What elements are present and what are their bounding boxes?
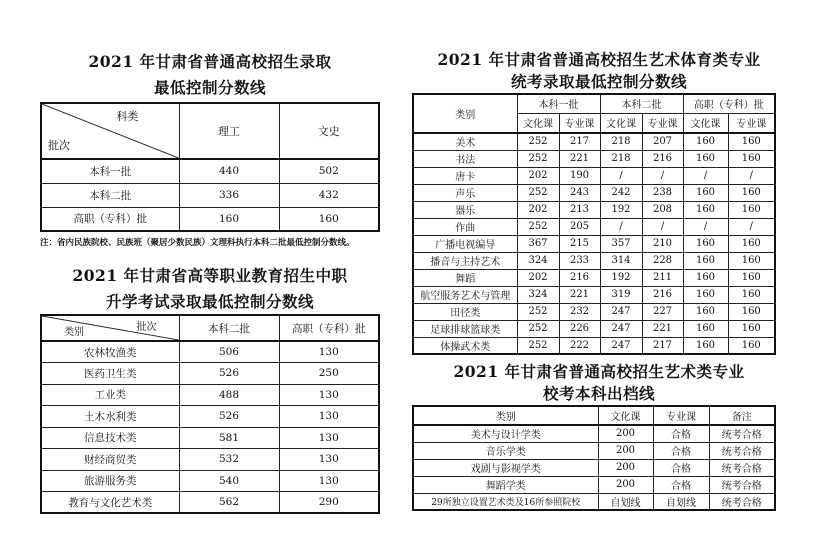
t1-cell: 336 (179, 183, 279, 207)
t2-cell: 488 (179, 384, 279, 406)
t1-corner-cell (41, 103, 179, 159)
t2-row-name: 财经商贸类 (41, 449, 179, 471)
t3-title-line2: 统考录取最低控制分数线 (510, 72, 687, 91)
t1-col-header: 文史 (279, 103, 379, 159)
t2-corner-bottom: 类别 (64, 327, 84, 338)
t3-title (412, 50, 786, 92)
t2-row-name: 教育与文化艺术类 (41, 492, 179, 514)
t2-cell: 290 (279, 492, 379, 514)
t2-title-line1: 2021 年甘肃省高等职业教育招生中职 (72, 266, 348, 285)
table-row (413, 320, 775, 337)
t3-cell: 324 (517, 286, 559, 303)
t3-row-name: 田径类 (413, 303, 517, 320)
t2-cell: 506 (179, 341, 279, 363)
t2-row-name: 信息技术类 (41, 427, 179, 449)
t3-group-header: 高职（专科）批 (683, 94, 775, 113)
t2-row-name: 工业类 (41, 384, 179, 406)
t2-table (40, 314, 380, 514)
t3-cell: 160 (683, 184, 728, 201)
t3-row-name: 器乐 (413, 201, 517, 218)
t3-cell: 160 (683, 235, 728, 252)
t3-cell: / (600, 218, 642, 235)
t2-cell: 130 (279, 449, 379, 471)
t3-subcol-header: 专业课 (642, 113, 683, 133)
t3-subcol-header: 文化课 (683, 113, 728, 133)
t3-cell: 160 (683, 303, 728, 320)
t3-body (413, 133, 775, 354)
t4-row-name: 美术与设计学类 (413, 425, 598, 442)
table-row (413, 133, 775, 150)
t2-cell: 130 (279, 470, 379, 492)
t3-cell: 160 (683, 269, 728, 286)
t3-cell: 202 (517, 269, 559, 286)
t3-row-name: 足球排球篮球类 (413, 320, 517, 337)
t1-cell: 160 (279, 207, 379, 231)
t3-cell: 215 (559, 235, 600, 252)
t3-cell: 252 (517, 337, 559, 354)
t4-cell: 统考合格 (709, 459, 775, 476)
t4-cell: 合格 (653, 459, 709, 476)
t3-group-header: 本科一批 (517, 94, 600, 113)
t3-cell: / (600, 167, 642, 184)
t3-cell: / (728, 218, 775, 235)
t4-row-name: 29所独立设置艺术类及16所参照院校 (413, 493, 598, 510)
table-row (41, 406, 379, 428)
t1-corner-top: 科类 (116, 110, 139, 123)
t3-row-name: 航空服务艺术与管理 (413, 286, 517, 303)
t1-cell: 440 (179, 159, 279, 183)
t3-group-header: 本科二批 (600, 94, 683, 113)
t4-title-line1: 2021 年甘肃省普通高校招生艺术类专业 (453, 362, 745, 381)
t3-cell: 160 (683, 337, 728, 354)
t3-cell: 211 (642, 269, 683, 286)
t3-cell: 324 (517, 252, 559, 269)
t3-cell: 217 (642, 337, 683, 354)
t3-cell: 160 (683, 201, 728, 218)
t1-cell: 160 (179, 207, 279, 231)
t3-row-name: 广播电视编导 (413, 235, 517, 252)
t3-cell: 357 (600, 235, 642, 252)
table-row (41, 363, 379, 385)
t2-cell: 540 (179, 470, 279, 492)
table-row (41, 492, 379, 514)
t3-cell: 160 (728, 184, 775, 201)
t4-cell: 200 (598, 459, 653, 476)
t4-cell: 自划线 (653, 493, 709, 510)
t3-category-header: 类别 (413, 94, 517, 133)
t3-cell: 217 (559, 133, 600, 150)
t3-cell: 221 (559, 286, 600, 303)
t2-cell: 250 (279, 363, 379, 385)
t4-cell: 统考合格 (709, 476, 775, 493)
t3-cell: 252 (517, 218, 559, 235)
t1-col-header: 理工 (179, 103, 279, 159)
table-row (413, 235, 775, 252)
t2-cell: 526 (179, 406, 279, 428)
t2-cell: 532 (179, 449, 279, 471)
t3-cell: 160 (683, 252, 728, 269)
t1-title-line2: 最低控制分数线 (153, 78, 266, 97)
t1-row-name: 本科一批 (41, 159, 179, 183)
t3-cell: 247 (600, 320, 642, 337)
t3-cell: 252 (517, 150, 559, 167)
t4-row-name: 音乐学类 (413, 442, 598, 459)
t4-cell: 合格 (653, 476, 709, 493)
table-row (413, 184, 775, 201)
table-row (41, 470, 379, 492)
t1-cell: 432 (279, 183, 379, 207)
t1-row-name: 高职（专科）批 (41, 207, 179, 231)
t2-cell: 581 (179, 427, 279, 449)
t4-cell: 合格 (653, 425, 709, 442)
t3-cell: 252 (517, 303, 559, 320)
t3-cell: 202 (517, 167, 559, 184)
t3-row-name: 作曲 (413, 218, 517, 235)
t2-col-header: 本科二批 (179, 315, 279, 341)
t3-cell: 227 (642, 303, 683, 320)
t4-row-name: 戏剧与影视学类 (413, 459, 598, 476)
t3-row-name: 美术 (413, 133, 517, 150)
t3-cell: / (642, 218, 683, 235)
t3-cell: 192 (600, 269, 642, 286)
t3-cell: 213 (559, 201, 600, 218)
table-row (413, 269, 775, 286)
t4-cell: 统考合格 (709, 425, 775, 442)
t3-cell: 210 (642, 235, 683, 252)
t4-col-header: 类别 (413, 406, 598, 425)
t4-table (412, 405, 776, 511)
t3-cell: 319 (600, 286, 642, 303)
t3-row-name: 声乐 (413, 184, 517, 201)
t3-cell: 160 (683, 133, 728, 150)
t3-cell: 228 (642, 252, 683, 269)
table-row (41, 207, 379, 231)
t3-cell: 160 (728, 320, 775, 337)
t3-cell: 252 (517, 133, 559, 150)
t4-title (412, 362, 786, 404)
table-row (413, 459, 775, 476)
table-row (413, 286, 775, 303)
t3-subcol-header: 文化课 (517, 113, 559, 133)
t3-cell: / (683, 167, 728, 184)
t3-subcol-header: 文化课 (600, 113, 642, 133)
t2-title-line2: 升学考试录取最低控制分数线 (105, 292, 314, 311)
t3-cell: / (728, 167, 775, 184)
t1-note: 注：省内民族院校、民族班（聚居少数民族）文理科执行本科二批最低控制分数线。 (40, 238, 355, 248)
t3-cell: 207 (642, 133, 683, 150)
table-row (413, 476, 775, 493)
t3-title-line1: 2021 年甘肃省普通高校招生艺术体育类专业 (437, 50, 761, 69)
t1-title-line1: 2021 年甘肃省普通高校招生录取 (88, 52, 332, 71)
t4-cell: 统考合格 (709, 442, 775, 459)
t3-cell: 160 (728, 235, 775, 252)
t4-col-header: 备注 (709, 406, 775, 425)
t4-row-name: 舞蹈学类 (413, 476, 598, 493)
t2-cell: 130 (279, 341, 379, 363)
t3-cell: 208 (642, 201, 683, 218)
t3-cell: 160 (728, 150, 775, 167)
t3-cell: 221 (642, 320, 683, 337)
t3-table (412, 93, 776, 355)
t2-cell: 130 (279, 406, 379, 428)
t2-title (40, 266, 380, 312)
t3-cell: 216 (642, 150, 683, 167)
t3-row-name: 舞蹈 (413, 269, 517, 286)
t3-cell: / (642, 167, 683, 184)
t3-subcol-header: 专业课 (728, 113, 775, 133)
t2-cell: 562 (179, 492, 279, 514)
t4-cell: 200 (598, 425, 653, 442)
table-row (413, 442, 775, 459)
t3-cell: 367 (517, 235, 559, 252)
t3-cell: 216 (642, 286, 683, 303)
t2-cell: 130 (279, 384, 379, 406)
t4-body (413, 425, 775, 510)
t3-row-name: 唐卡 (413, 167, 517, 184)
table-row (413, 493, 775, 510)
table-row (41, 183, 379, 207)
t4-col-header: 专业课 (653, 406, 709, 425)
t3-cell: 252 (517, 320, 559, 337)
t1-title (40, 52, 380, 98)
t3-cell: 160 (728, 133, 775, 150)
table-row (41, 384, 379, 406)
t3-cell: 247 (600, 337, 642, 354)
t3-cell: 218 (600, 150, 642, 167)
t3-cell: 252 (517, 184, 559, 201)
t3-row-name: 播音与主持艺术 (413, 252, 517, 269)
table-row (413, 150, 775, 167)
t4-cell: 合格 (653, 442, 709, 459)
t1-corner-bottom: 批次 (48, 139, 70, 152)
t3-cell: 314 (600, 252, 642, 269)
t2-row-name: 旅游服务类 (41, 470, 179, 492)
t3-cell: 216 (559, 269, 600, 286)
t1-cell: 502 (279, 159, 379, 183)
t4-cell: 统考合格 (709, 493, 775, 510)
t3-cell: 160 (728, 303, 775, 320)
table-row (413, 425, 775, 442)
t3-cell: 226 (559, 320, 600, 337)
t3-cell: 160 (728, 252, 775, 269)
t3-cell: 160 (683, 320, 728, 337)
t3-cell: 160 (728, 286, 775, 303)
t3-cell: 243 (559, 184, 600, 201)
t4-col-header: 文化课 (598, 406, 653, 425)
table-row (41, 427, 379, 449)
t3-cell: 205 (559, 218, 600, 235)
table-row (41, 341, 379, 363)
t3-cell: 160 (728, 201, 775, 218)
t3-cell: 160 (683, 150, 728, 167)
t2-row-name: 农林牧渔类 (41, 341, 179, 363)
t3-cell: 160 (728, 337, 775, 354)
t2-cell: 130 (279, 427, 379, 449)
table-row (41, 449, 379, 471)
t3-row-name: 书法 (413, 150, 517, 167)
t1-table (40, 102, 380, 232)
t2-corner-cell (41, 315, 179, 341)
t3-cell: 247 (600, 303, 642, 320)
t3-cell: 233 (559, 252, 600, 269)
table-row (413, 303, 775, 320)
t3-cell: 160 (728, 269, 775, 286)
t3-cell: 192 (600, 201, 642, 218)
t3-cell: 202 (517, 201, 559, 218)
t3-cell: 160 (683, 286, 728, 303)
table-row (413, 252, 775, 269)
t4-cell: 自划线 (598, 493, 653, 510)
t3-cell: 190 (559, 167, 600, 184)
t2-row-name: 医药卫生类 (41, 363, 179, 385)
t2-row-name: 土木水利类 (41, 406, 179, 428)
t3-cell: 238 (642, 184, 683, 201)
table-row (413, 218, 775, 235)
t4-cell: 200 (598, 476, 653, 493)
t2-col-header: 高职（专科）批 (279, 315, 379, 341)
t1-row-name: 本科二批 (41, 183, 179, 207)
t2-cell: 526 (179, 363, 279, 385)
t3-cell: 222 (559, 337, 600, 354)
t3-cell: 232 (559, 303, 600, 320)
table-row (413, 167, 775, 184)
t3-cell: / (683, 218, 728, 235)
table-row (413, 201, 775, 218)
t3-row-name: 体操武术类 (413, 337, 517, 354)
t3-cell: 218 (600, 133, 642, 150)
t3-cell: 242 (600, 184, 642, 201)
t2-corner-top: 批次 (136, 322, 157, 333)
t4-cell: 200 (598, 442, 653, 459)
table-row (41, 159, 379, 183)
t3-subcol-header: 专业课 (559, 113, 600, 133)
table-row (413, 337, 775, 354)
t3-cell: 221 (559, 150, 600, 167)
t4-title-line2: 校考本科出档线 (542, 384, 655, 403)
